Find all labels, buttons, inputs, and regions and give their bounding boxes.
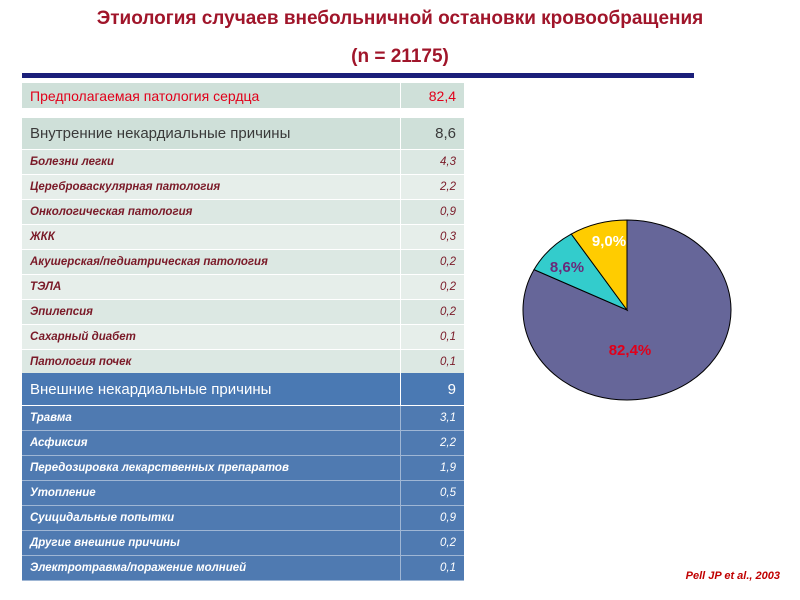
row-value: 2,2 <box>400 175 464 199</box>
row-value: 0,1 <box>400 556 464 580</box>
row-label: ЖКК <box>30 231 55 243</box>
row-value: 2,2 <box>400 431 464 455</box>
cardiac-value: 82,4 <box>400 83 464 108</box>
table-row <box>22 225 464 250</box>
row-value: 0,1 <box>400 325 464 349</box>
table-row <box>22 481 464 506</box>
row-label: Цереброваскулярная патология <box>30 181 221 193</box>
row-label: Электротравма/поражение молнией <box>30 562 247 574</box>
cardiac-row <box>22 83 464 109</box>
cardiac-table <box>22 83 464 109</box>
table-row <box>22 556 464 581</box>
etiology-pie-chart <box>515 215 735 405</box>
table-row <box>22 250 464 275</box>
row-value: 0,2 <box>400 250 464 274</box>
table-row <box>22 431 464 456</box>
table-row <box>22 506 464 531</box>
row-value: 0,5 <box>400 481 464 505</box>
table-row <box>22 300 464 325</box>
table-row <box>22 150 464 175</box>
row-value: 0,3 <box>400 225 464 249</box>
page-title: Этиология случаев внебольничной остановки кровообращения <box>96 8 704 29</box>
row-label: Передозировка лекарственных препаратов <box>30 462 289 474</box>
cardiac-label: Предполагаемая патология сердца <box>30 87 260 104</box>
citation: Pell JP et al., 2003 <box>685 570 780 582</box>
table-row <box>22 531 464 556</box>
table-row <box>22 325 464 350</box>
row-value: 4,3 <box>400 150 464 174</box>
external-header-row <box>22 373 464 406</box>
row-label: Суицидальные попытки <box>30 512 175 524</box>
external-header-value: 9 <box>400 373 464 405</box>
row-value: 0,2 <box>400 531 464 555</box>
row-label: Травма <box>30 412 72 424</box>
table-row <box>22 275 464 300</box>
row-label: Эпилепсия <box>30 306 93 318</box>
row-label: Сахарный диабет <box>30 331 136 343</box>
internal-header-row <box>22 118 464 150</box>
row-value: 0,9 <box>400 506 464 530</box>
internal-header-label: Внутренние некардиальные причины <box>30 125 291 142</box>
row-label: Утопление <box>30 487 96 499</box>
row-label: Акушерская/педиатрическая патология <box>30 256 268 268</box>
row-label: Онкологическая патология <box>30 206 193 218</box>
table-row <box>22 175 464 200</box>
row-label: Болезни легки <box>30 156 114 168</box>
row-value: 0,2 <box>400 300 464 324</box>
external-causes-table <box>22 373 464 581</box>
internal-causes-table <box>22 118 464 375</box>
row-label: Другие внешние причины <box>30 537 180 549</box>
row-value: 0,9 <box>400 200 464 224</box>
row-value: 0,1 <box>400 350 464 374</box>
pie-slice-label: 9,0% <box>591 233 627 250</box>
row-label: ТЭЛА <box>30 281 62 293</box>
page-subtitle: (n = 21175) <box>351 46 449 67</box>
row-label: Асфиксия <box>30 437 88 449</box>
external-header-label: Внешние некардиальные причины <box>30 380 272 398</box>
table-row <box>22 406 464 431</box>
row-value: 0,2 <box>400 275 464 299</box>
row-label: Патология почек <box>30 356 132 368</box>
table-row <box>22 350 464 375</box>
table-row <box>22 456 464 481</box>
table-row <box>22 200 464 225</box>
pie-slice-label: 82,4% <box>608 342 652 359</box>
pie-slice-label: 8,6% <box>549 259 585 276</box>
title-divider <box>22 73 694 78</box>
row-value: 1,9 <box>400 456 464 480</box>
internal-header-value: 8,6 <box>400 118 464 149</box>
row-value: 3,1 <box>400 406 464 430</box>
